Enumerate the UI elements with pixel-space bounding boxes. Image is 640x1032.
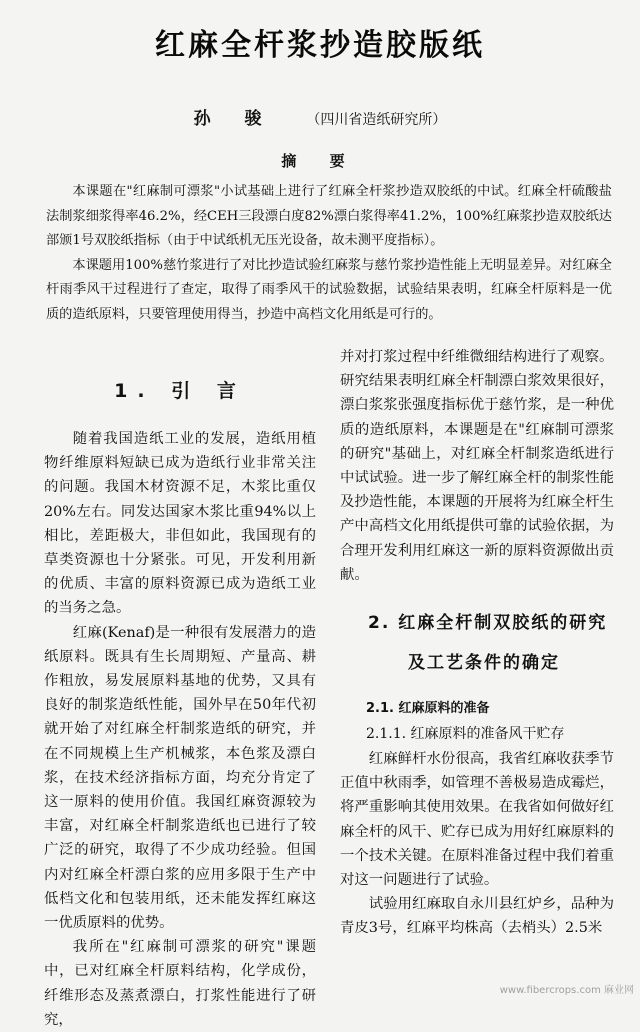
abstract-heading: 摘 要 <box>281 152 359 170</box>
byline <box>0 104 640 129</box>
subsection-2-1-heading: 2.1. 红麻原料的准备 <box>366 701 490 717</box>
author-affiliation: （四川省造纸研究所） <box>306 112 447 128</box>
right-column <box>340 345 614 941</box>
section-2-heading <box>340 603 614 683</box>
section-1-heading: 1. 引 言 <box>114 380 246 402</box>
left-column <box>44 352 316 1032</box>
section-2-heading-line-2: 及工艺条件的确定 <box>408 653 560 674</box>
section-2-heading-line-1: 2. 红麻全杆制双胶纸的研究 <box>368 613 608 634</box>
body-paragraph-continued: 并对打浆过程中纤维微细结构进行了观察。 <box>340 349 614 365</box>
abstract-body <box>46 180 612 327</box>
body-paragraph: 研究结果表明红麻全杆制漂白浆效果很好，漂白浆浆张强度指标优于慈竹浆，是一种优质的造纸原料，本课题是在"红麻制可漂浆的研究"基础上，对红麻全杆制浆造纸进行中试试验。进一步了解红麻全杆的制浆性能及抄造性能，本课题的开展将为红麻全杆生产中高档文化用纸提供可靠的试验依据，为合理开发利用红麻这一新的原料资源做出贡献。 <box>340 373 614 583</box>
author-name: 孙 骏 <box>193 109 276 129</box>
body-paragraph: 红麻(Kenaf)是一种很有发展潜力的造纸原料。既具有生长周期短、产量高、耕作粗放，易发展原料基地的优势，又具有良好的制浆造纸性能，国外早在50年代初就开始了对红麻全杆制浆造纸的研究，并在不同规模上生产机械浆，本色浆及漂白浆，在技术经济指标方面，均充分肯定了这一原料的使用价值。我国红麻资源较为丰富，对红麻全杆制浆造纸也已进行了较广泛的研究，取得了不少成功经验。但国内对红麻全杆漂白浆的应用多限于生产中低档文化和包装用纸，还未能发挥红麻这一优质原料的优势。 <box>44 624 316 932</box>
paper-title: 红麻全杆浆抄造胶版纸 <box>155 28 485 63</box>
body-paragraph: 红麻鲜杆水份很高，我省红麻收获季节正值中秋雨季，如管理不善极易造成霉烂，将严重影响其使用效果。在我省如何做好红麻全杆的风干、贮存已成为用好红麻原料的一个技术关键。在原料准备过程中我们着重对这一问题进行了试验。 <box>340 751 614 889</box>
abstract-paragraph: 本课题用100%慈竹浆进行了对比抄造试验红麻浆与慈竹浆抄造性能上无明显差异。对红麻全杆雨季风干过程进行了查定，取得了雨季风干的试验数据，试验结果表明，红麻全杆原料是一优质的造纸原料，只要管理使用得当，抄造中高档文化用纸是可行的。 <box>46 257 612 322</box>
body-paragraph: 试验用红麻取自永川县红炉乡，品种为青皮3号，红麻平均株高（去梢头）2.5米 <box>340 896 614 937</box>
body-paragraph: 随着我国造纸工业的发展，造纸用植物纤维原料短缺已成为造纸行业非常关注的问题。我国木材资源不足，木浆比重仅20%左右。同发达国家木浆比重94%以上相比，差距极大，非但如此，我国现有的草类资源也十分紧张。可见，开发利用新的优质、丰富的原料资源已成为造纸工业的当务之急。 <box>44 431 316 617</box>
subsection-2-1-1-heading: 2.1.1. 红麻原料的准备风干贮存 <box>366 726 565 743</box>
body-paragraph: 我所在"红麻制可漂浆的研究"课题中，已对红麻全杆原料结构，化学成份，纤维形态及蒸煮漂白，打浆性能进行了研究， <box>44 939 316 1028</box>
abstract-paragraph: 本课题在"红麻制可漂浆"小试基础上进行了红麻全杆浆抄造双胶纸的中试。红麻全杆硫酸盐法制浆细浆得率46.2%，经CEH三段漂白度82%漂白浆得率41.2%，100%红麻浆抄造双胶纸达部颁1号双胶纸指标（由于中试纸机无压光设备，故未测平度指标）。 <box>46 184 612 248</box>
watermark: www.fibercrops.com 麻业网 <box>499 985 634 996</box>
